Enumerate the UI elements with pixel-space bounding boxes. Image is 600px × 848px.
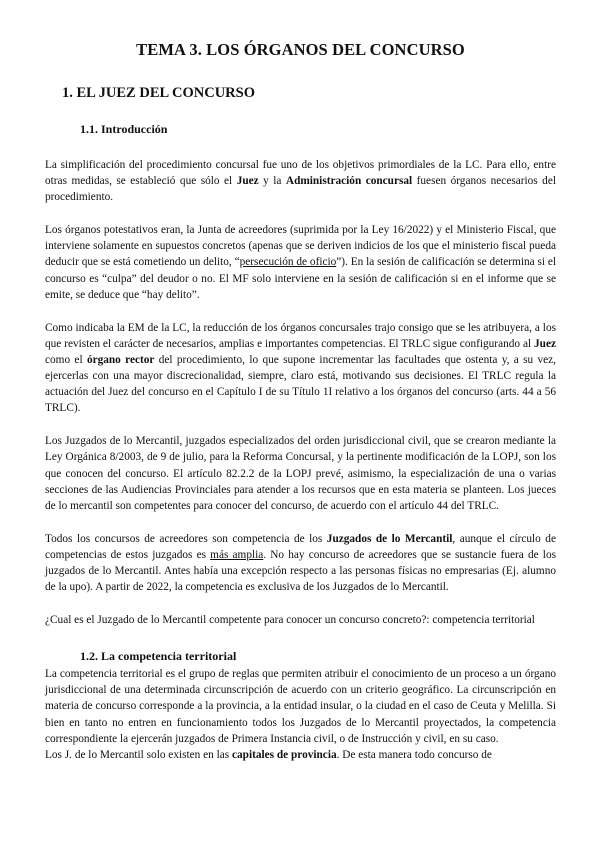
- paragraph-1: La simplificación del procedimiento concursal fue uno de los objetivos primordiales de la LC. Para ello, entre otras medidas, se estableció que sólo el Juez y la Administración concursal fuesen órganos necesarios del procedimiento.: [45, 159, 556, 204]
- paragraph-3: Como indicaba la EM de la LC, la reducción de los órganos concursales trajo consigo que se les atribuyera, a los que revisten el carácter de necesarios, amplias e importantes competencias. El TRLC sigue configurando al Juez como el órgano rector del procedimiento, lo que supone incrementar las facultades que ostenta y, a su vez, ejercerlas con una mayor discrecionalidad, siempre, claro está, motivando sus decisiones. El TRLC regula la actuación del Juez del concurso en el Capítulo I de su Título 1I relativo a los órganos del concurso (arts. 44 a 56 TRLC).: [45, 321, 557, 415]
- paragraph-2: Los órganos potestativos eran, la Junta de acreedores (suprimida por la Ley 16/2022) y el Ministerio Fiscal, que interviene solamente en supuestos concretos (apenas que se deriven indicios de los que el ministerio fiscal pueda deducir que se está cometiendo un delito, “persecución de oficio”). En la sesión de calificación se determina si el concurso es “culpa” del deudor o no. El MF solo interviene en la sesión de calificación si en el informe que se emite, se deduce que “hay delito”.: [45, 224, 557, 301]
- paragraph-8: Los J. de lo Mercantil solo existen en las capitales de provincia. De esta manera todo concurso de: [45, 748, 492, 761]
- subsection-heading-competencia-territorial: 1.2. La competencia territorial: [80, 649, 237, 664]
- section-heading-juez: 1. EL JUEZ DEL CONCURSO: [62, 85, 255, 101]
- paragraph-5: Todos los concursos de acreedores son competencia de los Juzgados de lo Mercantil, aunque el círculo de competencias de estos juzgados es más amplia. No hay concurso de acreedores que se sustancie fuera de los juzgados de lo Mercantil. Antes había una excepción respecto a las personas físicas no empresarias (Ej. alumno de la upo). A partir de 2022, la competencia es exclusiva de los Juzgados de lo Mercantil.: [45, 532, 556, 594]
- subsection-heading-introduccion: 1.1. Introducción: [80, 122, 168, 136]
- paragraph-7: La competencia territorial es el grupo de reglas que permiten atribuir el conocimiento de un proceso a un órgano jurisdiccional de una determinada circunscripción de acuerdo con un criterio geográfico. La circunscripción en materia de concurso corresponde a la provincia, a la entidad insular, o la ciudad en el caso de Ceuta y Melilla. Si bien en tanto no entren en funcionamiento todos los Juzgados de lo Mercantil proyectados, la competencia correspondiente la ejercerán juzgados de Primera Instancia civil, o de Instrucción y civil, en su caso.: [45, 668, 556, 745]
- paragraph-6: ¿Cual es el Juzgado de lo Mercantil competente para conocer un concurso concreto?: competencia territorial: [45, 614, 535, 627]
- paragraph-4: Los Juzgados de lo Mercantil, juzgados especializados del orden jurisdiccional civil, que se crearon mediante la Ley Orgánica 8/2003, de 9 de julio, para la Reforma Concursal, y la pertinente modificación de la LOPJ, son los que conocen del concurso. El artículo 82.2.2 de la LOPJ prevé, asimismo, la especialización de una o varias secciones de las Audiencias Provinciales para atender a los recursos que en esta materia se planteen. Los jueces de lo mercantil son competentes para conocer del concurso, de acuerdo con el artículo 44 del TRLC.: [45, 435, 556, 512]
- document-title: TEMA 3. LOS ÓRGANOS DEL CONCURSO: [136, 40, 465, 59]
